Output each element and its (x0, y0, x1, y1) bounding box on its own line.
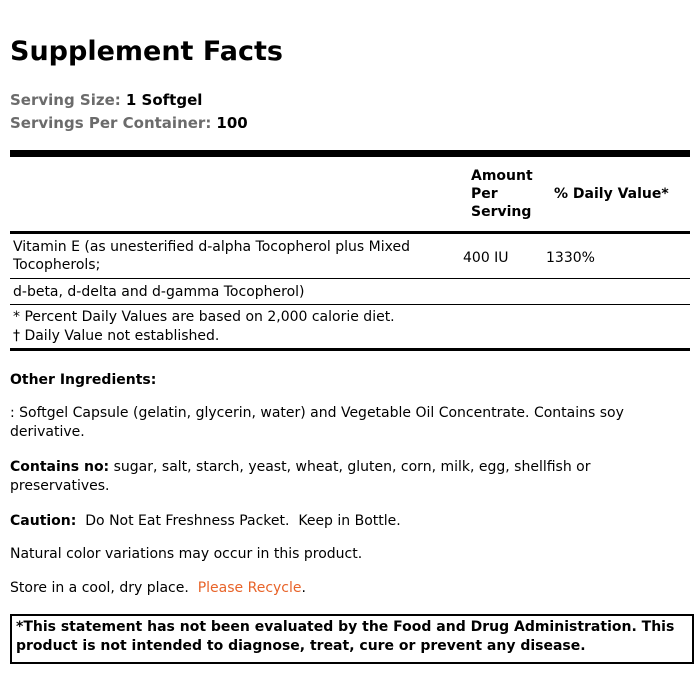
caution (10, 512, 680, 531)
nutrient-name-line1: Vitamin E (as unesterified d-alpha Tocopherol plus Mixed (13, 239, 410, 255)
footnote-dv-not-established: † Daily Value not established. (13, 328, 220, 344)
header-daily-value: % Daily Value* (554, 186, 669, 202)
contains-no (10, 458, 660, 496)
nutrient-daily-value: 1330% (546, 250, 595, 266)
natural-color-note: Natural color variations may occur in this product. (10, 546, 363, 562)
divider-thick-top (10, 150, 690, 157)
supplement-facts-title: Supplement Facts (10, 36, 283, 67)
servings-per-container-label: Servings Per Container: (10, 114, 212, 132)
other-ingredients-text: : Softgel Capsule (gelatin, glycerin, water) and Vegetable Oil Concentrate. Contains soy derivative. (10, 405, 624, 440)
caution-text: Do Not Eat Freshness Packet. Keep in Bottle. (76, 513, 401, 529)
store-note (10, 579, 680, 598)
nutrient-name-line2: Tocopherols; (13, 257, 101, 273)
divider-header (10, 231, 690, 234)
serving-size-value: 1 Softgel (125, 91, 203, 109)
header-amount-line3: Serving (471, 204, 532, 220)
header-amount-line2: Per (471, 186, 498, 202)
contains-no-label: Contains no: (10, 459, 110, 475)
contains-no-text: sugar, salt, starch, yeast, wheat, gluten, corn, milk, egg, shellfish or preservatives. (10, 459, 591, 494)
header-amount-line1: Amount (471, 168, 533, 184)
servings-per-container (10, 113, 248, 132)
serving-size (10, 90, 202, 109)
other-ingredients-heading: Other Ingredients: (10, 372, 157, 388)
store-text: Store in a cool, dry place. (10, 580, 198, 596)
divider-row (10, 278, 690, 279)
divider-footnote (10, 304, 690, 305)
nutrient-amount: 400 IU (463, 250, 509, 266)
header-amount-per-serving (471, 167, 533, 221)
footnote-percent-dv: * Percent Daily Values are based on 2,000 calorie diet. (13, 309, 395, 325)
serving-size-label: Serving Size: (10, 91, 121, 109)
nutrient-sub-row: d-beta, d-delta and d-gamma Tocopherol) (13, 284, 305, 300)
divider-bottom (10, 348, 690, 351)
store-end: . (301, 580, 306, 596)
please-recycle: Please Recycle (197, 580, 302, 596)
nutrient-name (13, 238, 410, 274)
caution-label: Caution: (10, 513, 77, 529)
fda-disclaimer: *This statement has not been evaluated by the Food and Drug Administration. This product is not intended to diagnose, treat, cure or prevent any disease. (10, 614, 694, 664)
servings-per-container-value: 100 (216, 114, 248, 132)
